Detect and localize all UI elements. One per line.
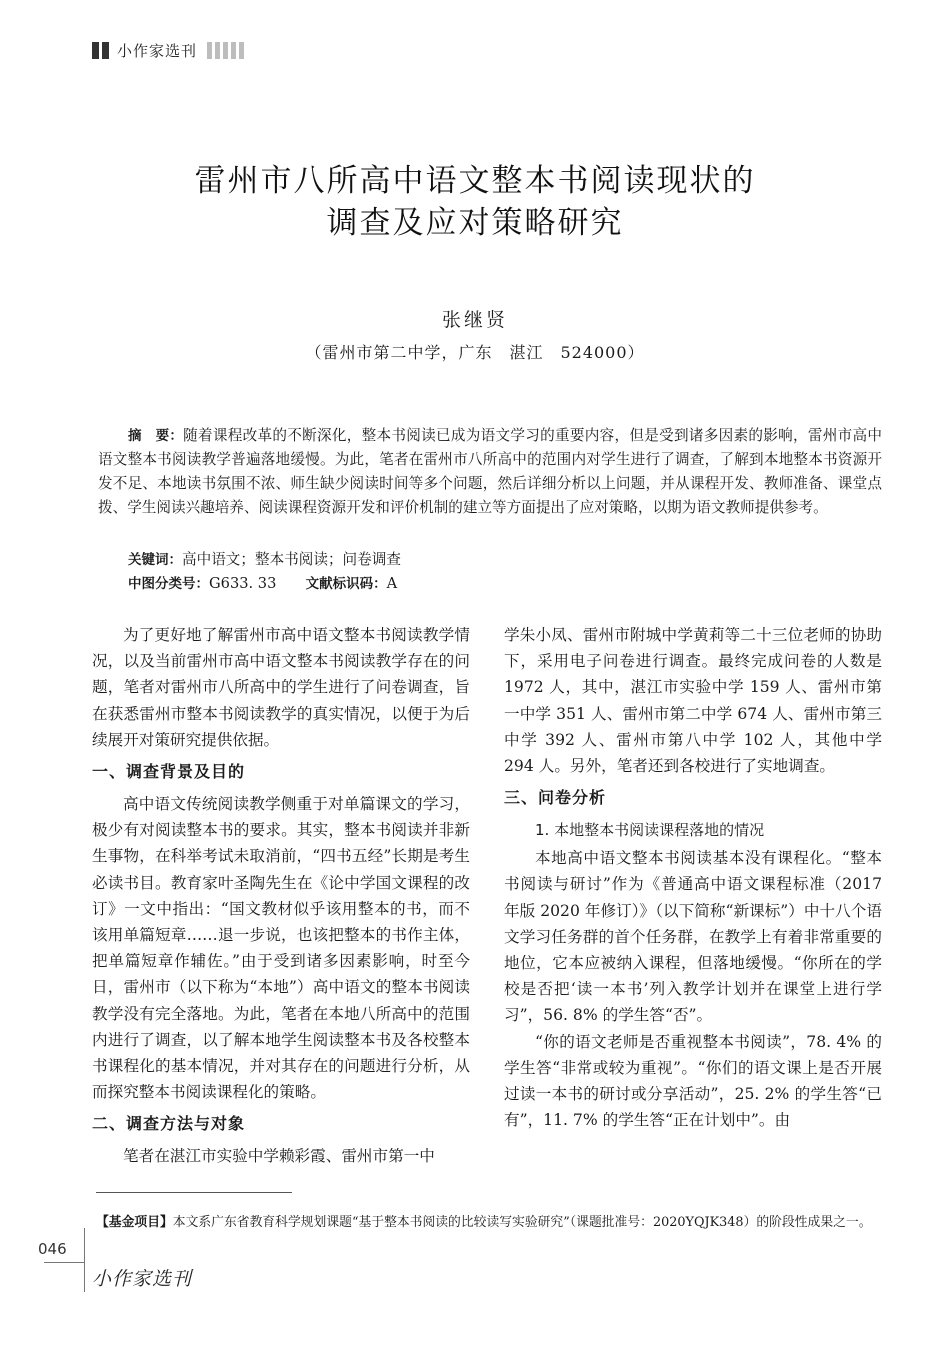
section-1-paragraph: 高中语文传统阅读教学侧重于对单篇课文的学习，极少有对阅读整本书的要求。其实，整本书阅读并非新生事物，在科举考试未取消前，“四书五经”长期是考生必读书目。教育家叶圣陶先生在《论中学国文课程的改订》一文中指出：“国文教材似乎该用整本的书，而不该用单篇短章……退一步说，也该把整本的书作主体，把单篇短章作辅佐。”由于受到诸多因素影响，时至今日，雷州市（以下称为“本地”）高中语文的整本书阅读教学没有完全落地。为此，笔者在本地八所高中的范围内进行了调查，以了解本地学生阅读整本书及各校整本书课程化的基本情况，并对其存在的问题进行分析，从而探究整本书阅读课程化的策略。 bbox=[92, 795, 470, 1102]
section-heading-2: 二、调查方法与对象 bbox=[92, 1114, 246, 1134]
page-number: 046 bbox=[38, 1240, 67, 1258]
funding-footnote bbox=[96, 1212, 886, 1233]
footer-horizontal-rule bbox=[44, 1262, 84, 1263]
title-line-1: 雷州市八所高中语文整本书阅读现状的 bbox=[194, 163, 756, 199]
abstract-label: 摘 要： bbox=[128, 428, 184, 444]
header-bars-right bbox=[207, 42, 244, 59]
header-bars-left bbox=[92, 42, 109, 59]
doc-code: A bbox=[386, 575, 398, 592]
footnote-rule bbox=[96, 1192, 292, 1193]
footer-vertical-rule bbox=[84, 1228, 85, 1292]
subsection-heading-3-1: 1. 本地整本书阅读课程落地的情况 bbox=[535, 821, 765, 840]
intro-paragraph: 为了更好地了解雷州市高中语文整本书阅读教学情况，以及当前雷州市高中语文整本书阅读教学存在的问题，笔者对雷州市八所高中的学生进行了问卷调查，旨在获悉雷州市整本书阅读教学的真实情况，以便于为后续展开对策研究提供依据。 bbox=[92, 626, 470, 749]
section-2-paragraph-cont: 学朱小凤、雷州市附城中学黄莉等二十三位老师的协助下，采用电子问卷进行调查。最终完成问卷的人数是 1972 人，其中，湛江市实验中学 159 人、雷州市第一中学 351 人、雷州市第二中学 674 人、雷州市第三中学 392 人、雷州市第八中学 102 人，其他中学 294 人。另外，笔者还到各校进行了实地调查。 bbox=[504, 626, 882, 776]
classification bbox=[98, 572, 912, 596]
article-title bbox=[0, 160, 950, 244]
section-heading-1: 一、调查背景及目的 bbox=[92, 762, 246, 782]
section-heading-3: 三、问卷分析 bbox=[504, 788, 607, 808]
author-name: 张继贤 bbox=[441, 309, 508, 331]
keywords bbox=[98, 548, 912, 572]
running-header bbox=[92, 38, 244, 62]
doc-code-label: 文献标识码： bbox=[305, 576, 387, 592]
section-3-paragraph-1: 本地高中语文整本书阅读基本没有课程化。“整本书阅读与研讨”作为《普通高中语文课程标准（2017 年版 2020 年修订）》（以下简称“新课标”）中十八个语文学习任务群的首个任务群，在教学上有着非常重要的地位，它本应被纳入课程，但落地缓慢。“你所在的学校是否把‘读一本书’列入教学计划并在课堂上进行学习”，56. 8% 的学生答“否”。 bbox=[504, 849, 882, 1025]
section-2-paragraph-start: 笔者在湛江市实验中学赖彩霞、雷州市第一中 bbox=[123, 1147, 435, 1166]
journal-section-label: 小作家选刊 bbox=[117, 41, 198, 60]
footer-journal-logo: 小作家选刊 bbox=[92, 1268, 193, 1290]
section-3-paragraph-2: “你的语文老师是否重视整本书阅读”，78. 4% 的学生答“非常或较为重视”。“你们的语文课上是否开展过读一本书的研讨或分享活动”，25. 2% 的学生答“已有”，11. 7% 的学生答“正在计划中”。由 bbox=[504, 1032, 882, 1130]
abstract bbox=[98, 424, 882, 520]
clc-code: G633. 33 bbox=[209, 575, 277, 592]
body-column-left bbox=[92, 622, 470, 1170]
keywords-label: 关键词： bbox=[128, 552, 182, 568]
body-column-right bbox=[504, 622, 882, 1133]
abstract-text: 随着课程改革的不断深化，整本书阅读已成为语文学习的重要内容，但是受到诸多因素的影响，雷州市高中语文整本书阅读教学普遍落地缓慢。为此，笔者在雷州市八所高中的范围内对学生进行了调查，了解到本地整本书资源开发不足、本地读书氛围不浓、师生缺少阅读时间等多个问题，然后详细分析以上问题，并从课程开发、教师准备、课堂点拨、学生阅读兴趣培养、阅读课程资源开发和评价机制的建立等方面提出了应对策略，以期为语文教师提供参考。 bbox=[98, 427, 883, 516]
funding-label: 【基金项目】 bbox=[96, 1215, 173, 1230]
keywords-text: 高中语文；整本书阅读；问卷调查 bbox=[182, 551, 401, 568]
funding-text: 本文系广东省教育科学规划课题“基于整本书阅读的比较读写实验研究”（课题批准号：2020YQJK348）的阶段性成果之一。 bbox=[172, 1215, 872, 1230]
clc-label: 中图分类号： bbox=[128, 576, 209, 592]
title-line-2: 调查及应对策略研究 bbox=[326, 205, 624, 241]
author-affiliation: （雷州市第二中学，广东 湛江 524000） bbox=[305, 343, 645, 362]
